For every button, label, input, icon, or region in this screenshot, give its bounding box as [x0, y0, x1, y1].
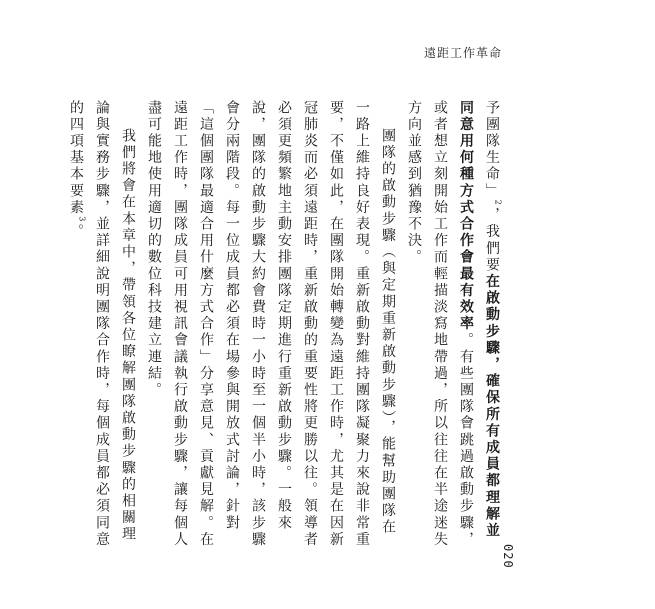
text-run: 。	[68, 223, 84, 241]
vertical-body-text	[68, 100, 505, 550]
footnote-ref: 3	[77, 216, 87, 224]
bold-text: 在啟動步驟，確保所有成員都理解並同意用何種方式合作會最有效率	[458, 100, 500, 540]
text-run: 。有些團隊會跳過啟動步驟，或者想立刻開始工作而輕描淡寫地帶過，所以往往在半途迷失方向並感到猶豫不決。	[406, 100, 474, 549]
text-run: ，我們要	[484, 207, 500, 274]
page-number: 020	[501, 544, 515, 569]
text-run: 予團隊生命」	[484, 100, 500, 200]
running-head-title: 遠距工作革命	[423, 46, 502, 60]
paragraph	[401, 100, 505, 550]
paragraph	[63, 100, 141, 550]
text-run: 我們將會在本章中，帶領各位瞭解團隊啟動步驟的相關理論與實務步驟，並詳細說明團隊合作時，每個成員都必須同意的四項基本要素	[68, 100, 136, 549]
paragraph	[141, 100, 401, 550]
footnote-ref: 2	[493, 199, 503, 208]
text-run: 團隊的啟動步驟（與定期重新啟動步驟），能幫助團隊在一路上維持良好表現。重新啟動對維持團隊凝聚力來說非常重要，不僅如此，在團隊開始轉變為遠距工作時，尤其是在因新冠肺炎而必須遠距時，重新啟動的重要性將更勝以往。領導者必須更頻繁地主動安排團隊定期進行重新啟動步驟。一般來說，團隊的啟動步驟大約會費時一小時至一個半小時，該步驟會分兩階段。每一位成員都必須在場參與開放式討論，針對「這個團隊最適合用什麼方式合作」分享意見、貢獻見解。在遠距工作時，團隊成員可用視訊會議執行啟動步驟，讓每個人盡可能地使用適切的數位科技建立連結。	[146, 100, 396, 549]
